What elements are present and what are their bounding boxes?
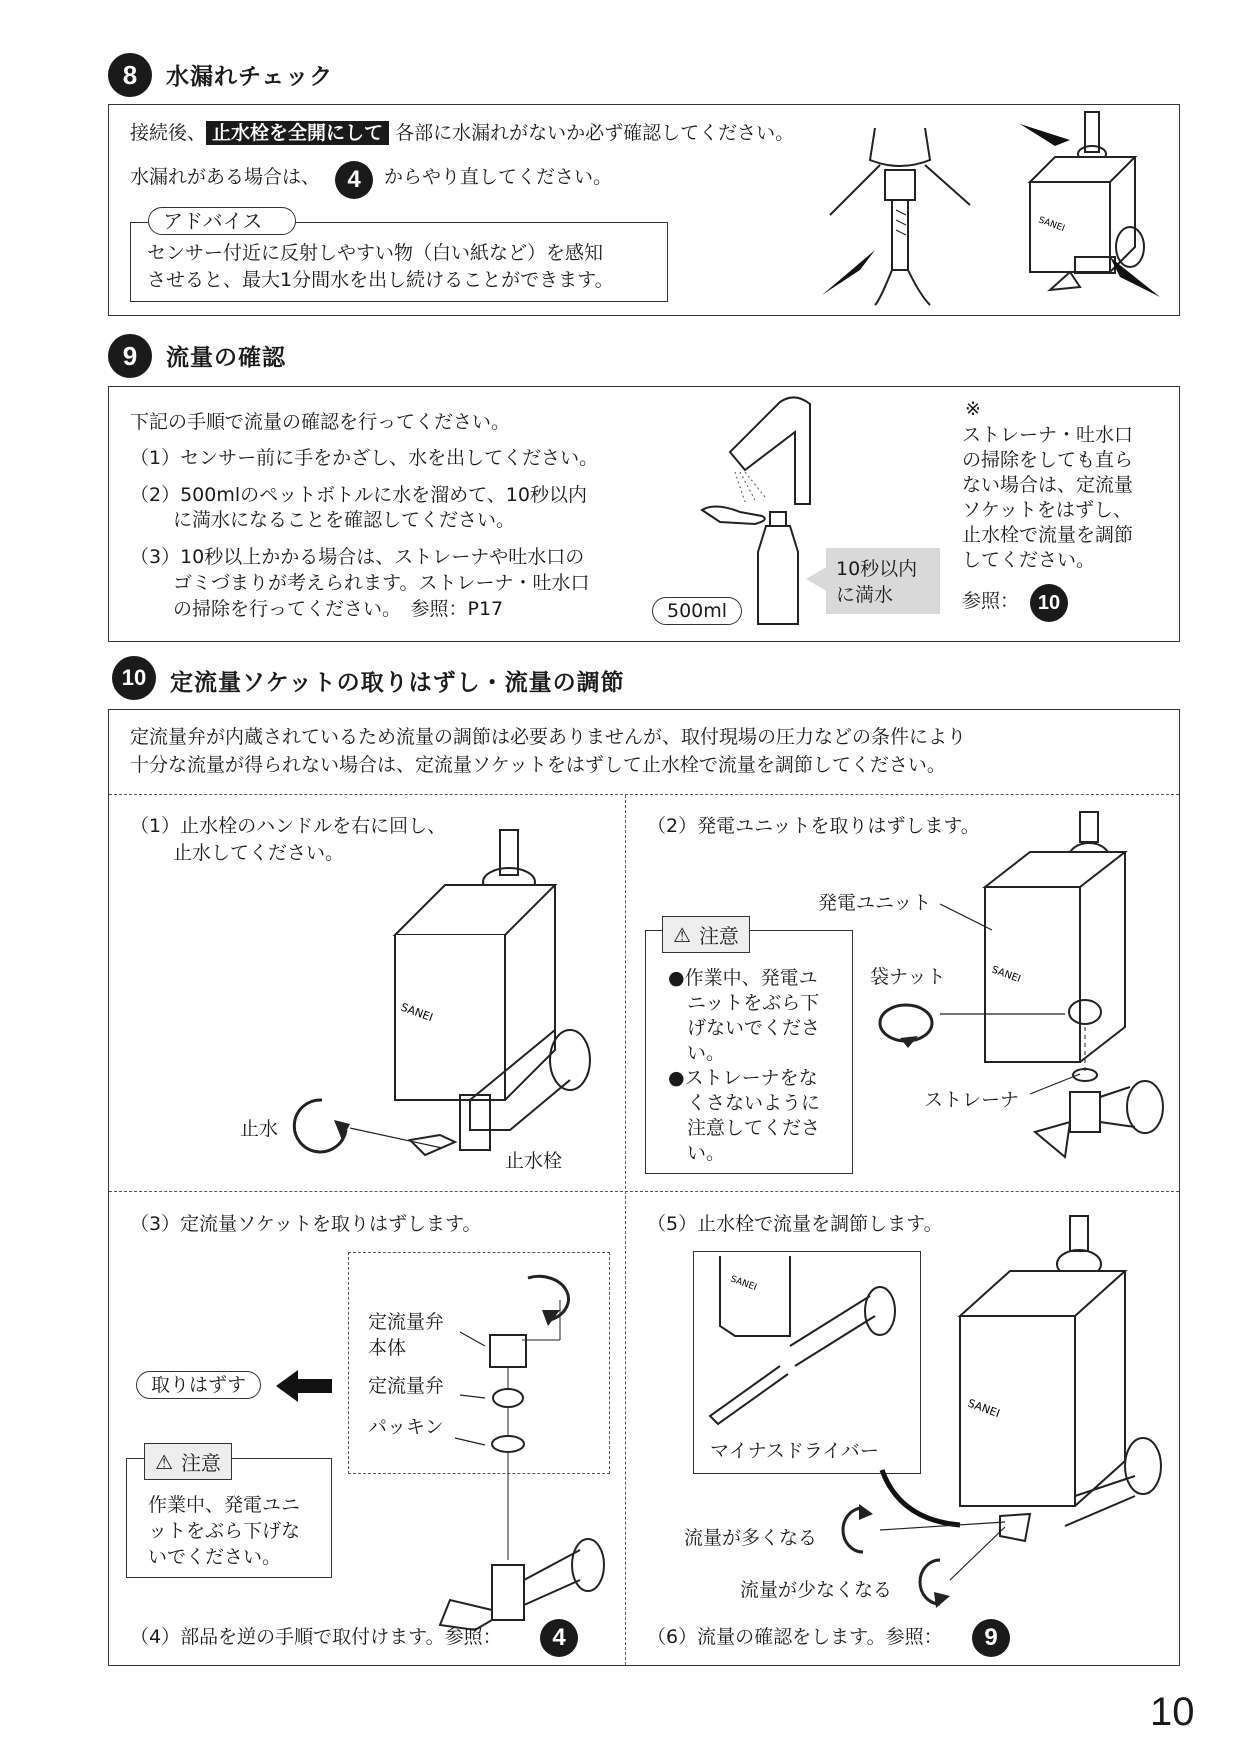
p2-strainer-leader <box>1030 1072 1090 1102</box>
p5-more-label: 流量が多くなる <box>684 1527 818 1549</box>
s9-note-line2: の掃除をしても直ら <box>962 449 1134 471</box>
fill-callout-line2: に満水 <box>836 584 894 606</box>
warning-icon: ⚠ <box>155 1449 173 1474</box>
p2-caution-l7: 注意してくださ <box>668 1117 821 1139</box>
s9-step2b: に満水になることを確認してください。 <box>173 509 516 531</box>
p2-rotate-arrow-icon <box>878 998 938 1048</box>
p1-line1: （1）止水栓のハンドルを右に回し、 <box>130 815 447 837</box>
p5-less-leader <box>950 1525 1010 1585</box>
p6-text: （6）流量の確認をします。参照： <box>647 1626 943 1648</box>
section-9-title: 流量の確認 <box>166 345 286 371</box>
p2-caution-l1: ●作業中、発電ユ <box>668 967 818 989</box>
s9-step1: （1）センサー前に手をかざし、水を出してください。 <box>130 447 599 469</box>
generator-unit-illustration <box>1010 112 1170 302</box>
s9-intro: 下記の手順で流量の確認を行ってください。 <box>130 411 511 433</box>
p2-caution-l4: い。 <box>668 1042 726 1064</box>
p2-unit-illustration <box>975 812 1175 1172</box>
s9-note-line6: してください。 <box>962 549 1096 571</box>
s9-note-line1: ストレーナ・吐水口 <box>962 424 1134 446</box>
p2-nut-label: 袋ナット <box>870 966 946 988</box>
advice-tag: アドバイス <box>148 207 296 235</box>
fill-callout-line1: 10秒以内 <box>836 558 918 580</box>
grid-divider-v <box>625 795 626 1665</box>
s8-highlight: 止水栓を全開にして <box>206 121 389 145</box>
p3-caution-tag-label: 注意 <box>180 1451 221 1475</box>
faucet-bottle-illustration <box>700 392 830 632</box>
s9-note-line3: ない場合は、定流量 <box>962 474 1134 496</box>
p3-remove-label: 取りはずす <box>136 1371 261 1399</box>
p3-body-label-1: 定流量弁 <box>368 1311 445 1333</box>
p5-inset-logo: SANEI <box>728 1274 758 1294</box>
p3-caution-l3: いでください。 <box>148 1546 282 1568</box>
s8-line1 <box>130 120 794 147</box>
p3-line1: （3）定流量ソケットを取りはずします。 <box>130 1213 482 1235</box>
s8-line2-post: からやり直してください。 <box>384 166 613 188</box>
p2-caution-l6: くさないように <box>668 1092 821 1114</box>
p3-caution-tag <box>144 1443 232 1480</box>
p1-rotate-arrow-icon <box>292 1094 352 1160</box>
p3-caution-l1: 作業中、発電ユニ <box>148 1494 301 1516</box>
s9-step3a: （3）10秒以上かかる場合は、ストレーナや吐水口の <box>130 546 585 568</box>
p1-stop-label: 止水 <box>240 1118 279 1140</box>
p2-nut-leader <box>940 1012 1070 1022</box>
p2-caution-l8: い。 <box>668 1142 726 1164</box>
s10-intro1: 定流量弁が内蔵されているため流量の調節は必要ありませんが、取付現場の圧力などの条件により <box>130 726 967 748</box>
p2-line1: （2）発電ユニットを取りはずします。 <box>647 815 980 837</box>
p4-text: （4）部品を逆の手順で取付けます。参照： <box>130 1626 502 1648</box>
s9-ref-label: 参照： <box>962 590 1020 612</box>
p2-caution-l2: ニットをぶら下 <box>668 992 820 1014</box>
advice-line2: させると、最大1分間水を出し続けることができます。 <box>147 269 614 291</box>
fill-callout-pointer <box>806 566 828 592</box>
bottle-500ml-label: 500ml <box>652 597 742 625</box>
p2-unit-leader <box>940 904 1000 934</box>
p2-caution-l3: げないでくださ <box>668 1017 821 1039</box>
p5-more-rotate-icon <box>833 1504 879 1556</box>
s8-line1-post: 各部に水漏れがないか必ず確認してください。 <box>395 122 795 144</box>
warning-icon: ⚠ <box>673 922 691 947</box>
s8-line2-pre: 水漏れがある場合は、 <box>130 166 321 188</box>
step-8-badge: 8 <box>108 53 152 97</box>
s10-intro2: 十分な流量が得られない場合は、定流量ソケットをはずして止水栓で流量を調節してください。 <box>130 754 946 776</box>
p5-line1: （5）止水栓で流量を調節します。 <box>647 1213 943 1235</box>
p6-ref-9-badge: 9 <box>972 1619 1010 1657</box>
p5-driver-illustration <box>700 1256 915 1436</box>
p2-strainer-label: ストレーナ <box>924 1089 1020 1111</box>
section-10-title: 定流量ソケットの取りはずし・流量の調節 <box>170 670 625 696</box>
s9-ref-10-badge: 10 <box>1030 584 1068 622</box>
p2-logo: SANEI <box>989 964 1023 986</box>
step-10-badge: 10 <box>112 656 156 700</box>
p2-caution-tag-label: 注意 <box>698 924 739 948</box>
p2-caution-l5: ●ストレーナをな <box>668 1067 818 1089</box>
page-number: 10 <box>1150 1690 1195 1734</box>
s8-logo: SANEI <box>1036 215 1066 235</box>
p5-logo: SANEI <box>965 1396 1002 1421</box>
p1-leader-line <box>350 1120 450 1150</box>
s9-step3b: ゴミづまりが考えられます。ストレーナ・吐水口 <box>173 572 590 594</box>
s9-note-line5: 止水栓で流量を調節 <box>962 524 1134 546</box>
advice-line1: センサー付近に反射しやすい物（白い紙など）を感知 <box>147 242 604 264</box>
step-9-badge: 9 <box>108 334 152 378</box>
p2-unit-label: 発電ユニット <box>818 892 932 914</box>
p2-caution-tag <box>662 916 750 953</box>
p5-unit-illustration <box>955 1216 1175 1546</box>
p3-parts-illustration <box>430 1260 610 1670</box>
p4-ref-4-badge: 4 <box>540 1619 578 1657</box>
p3-remove-arrow-icon <box>276 1370 332 1402</box>
p1-logo: SANEI <box>398 1000 435 1025</box>
s8-line1-pre: 接続後、 <box>130 122 207 144</box>
s9-note-mark: ※ <box>965 398 981 420</box>
p5-driver-label: マイナスドライバー <box>710 1440 879 1462</box>
faucet-base-illustration <box>820 120 1000 305</box>
p1-line2: 止水してください。 <box>173 842 345 864</box>
p3-packing-label: パッキン <box>368 1416 444 1438</box>
s8-ref-4-badge: 4 <box>335 161 373 199</box>
p3-body-label-2: 本体 <box>368 1337 407 1359</box>
p5-less-label: 流量が少なくなる <box>740 1579 893 1601</box>
p3-valve-label: 定流量弁 <box>368 1375 445 1397</box>
s9-step2a: （2）500mlのペットボトルに水を溜めて、10秒以内 <box>130 484 587 506</box>
p1-valve-label: 止水栓 <box>505 1150 563 1172</box>
p3-caution-l2: ットをぶら下げな <box>148 1520 301 1542</box>
grid-divider-h1 <box>109 794 1179 795</box>
s9-note-line4: ソケットをはずし、 <box>962 499 1132 521</box>
grid-divider-h2 <box>109 1191 1179 1192</box>
section-8-title: 水漏れチェック <box>166 64 334 90</box>
s9-step3c: の掃除を行ってください。 参照：P17 <box>173 598 504 620</box>
p1-unit-valve-illustration <box>390 830 610 1160</box>
